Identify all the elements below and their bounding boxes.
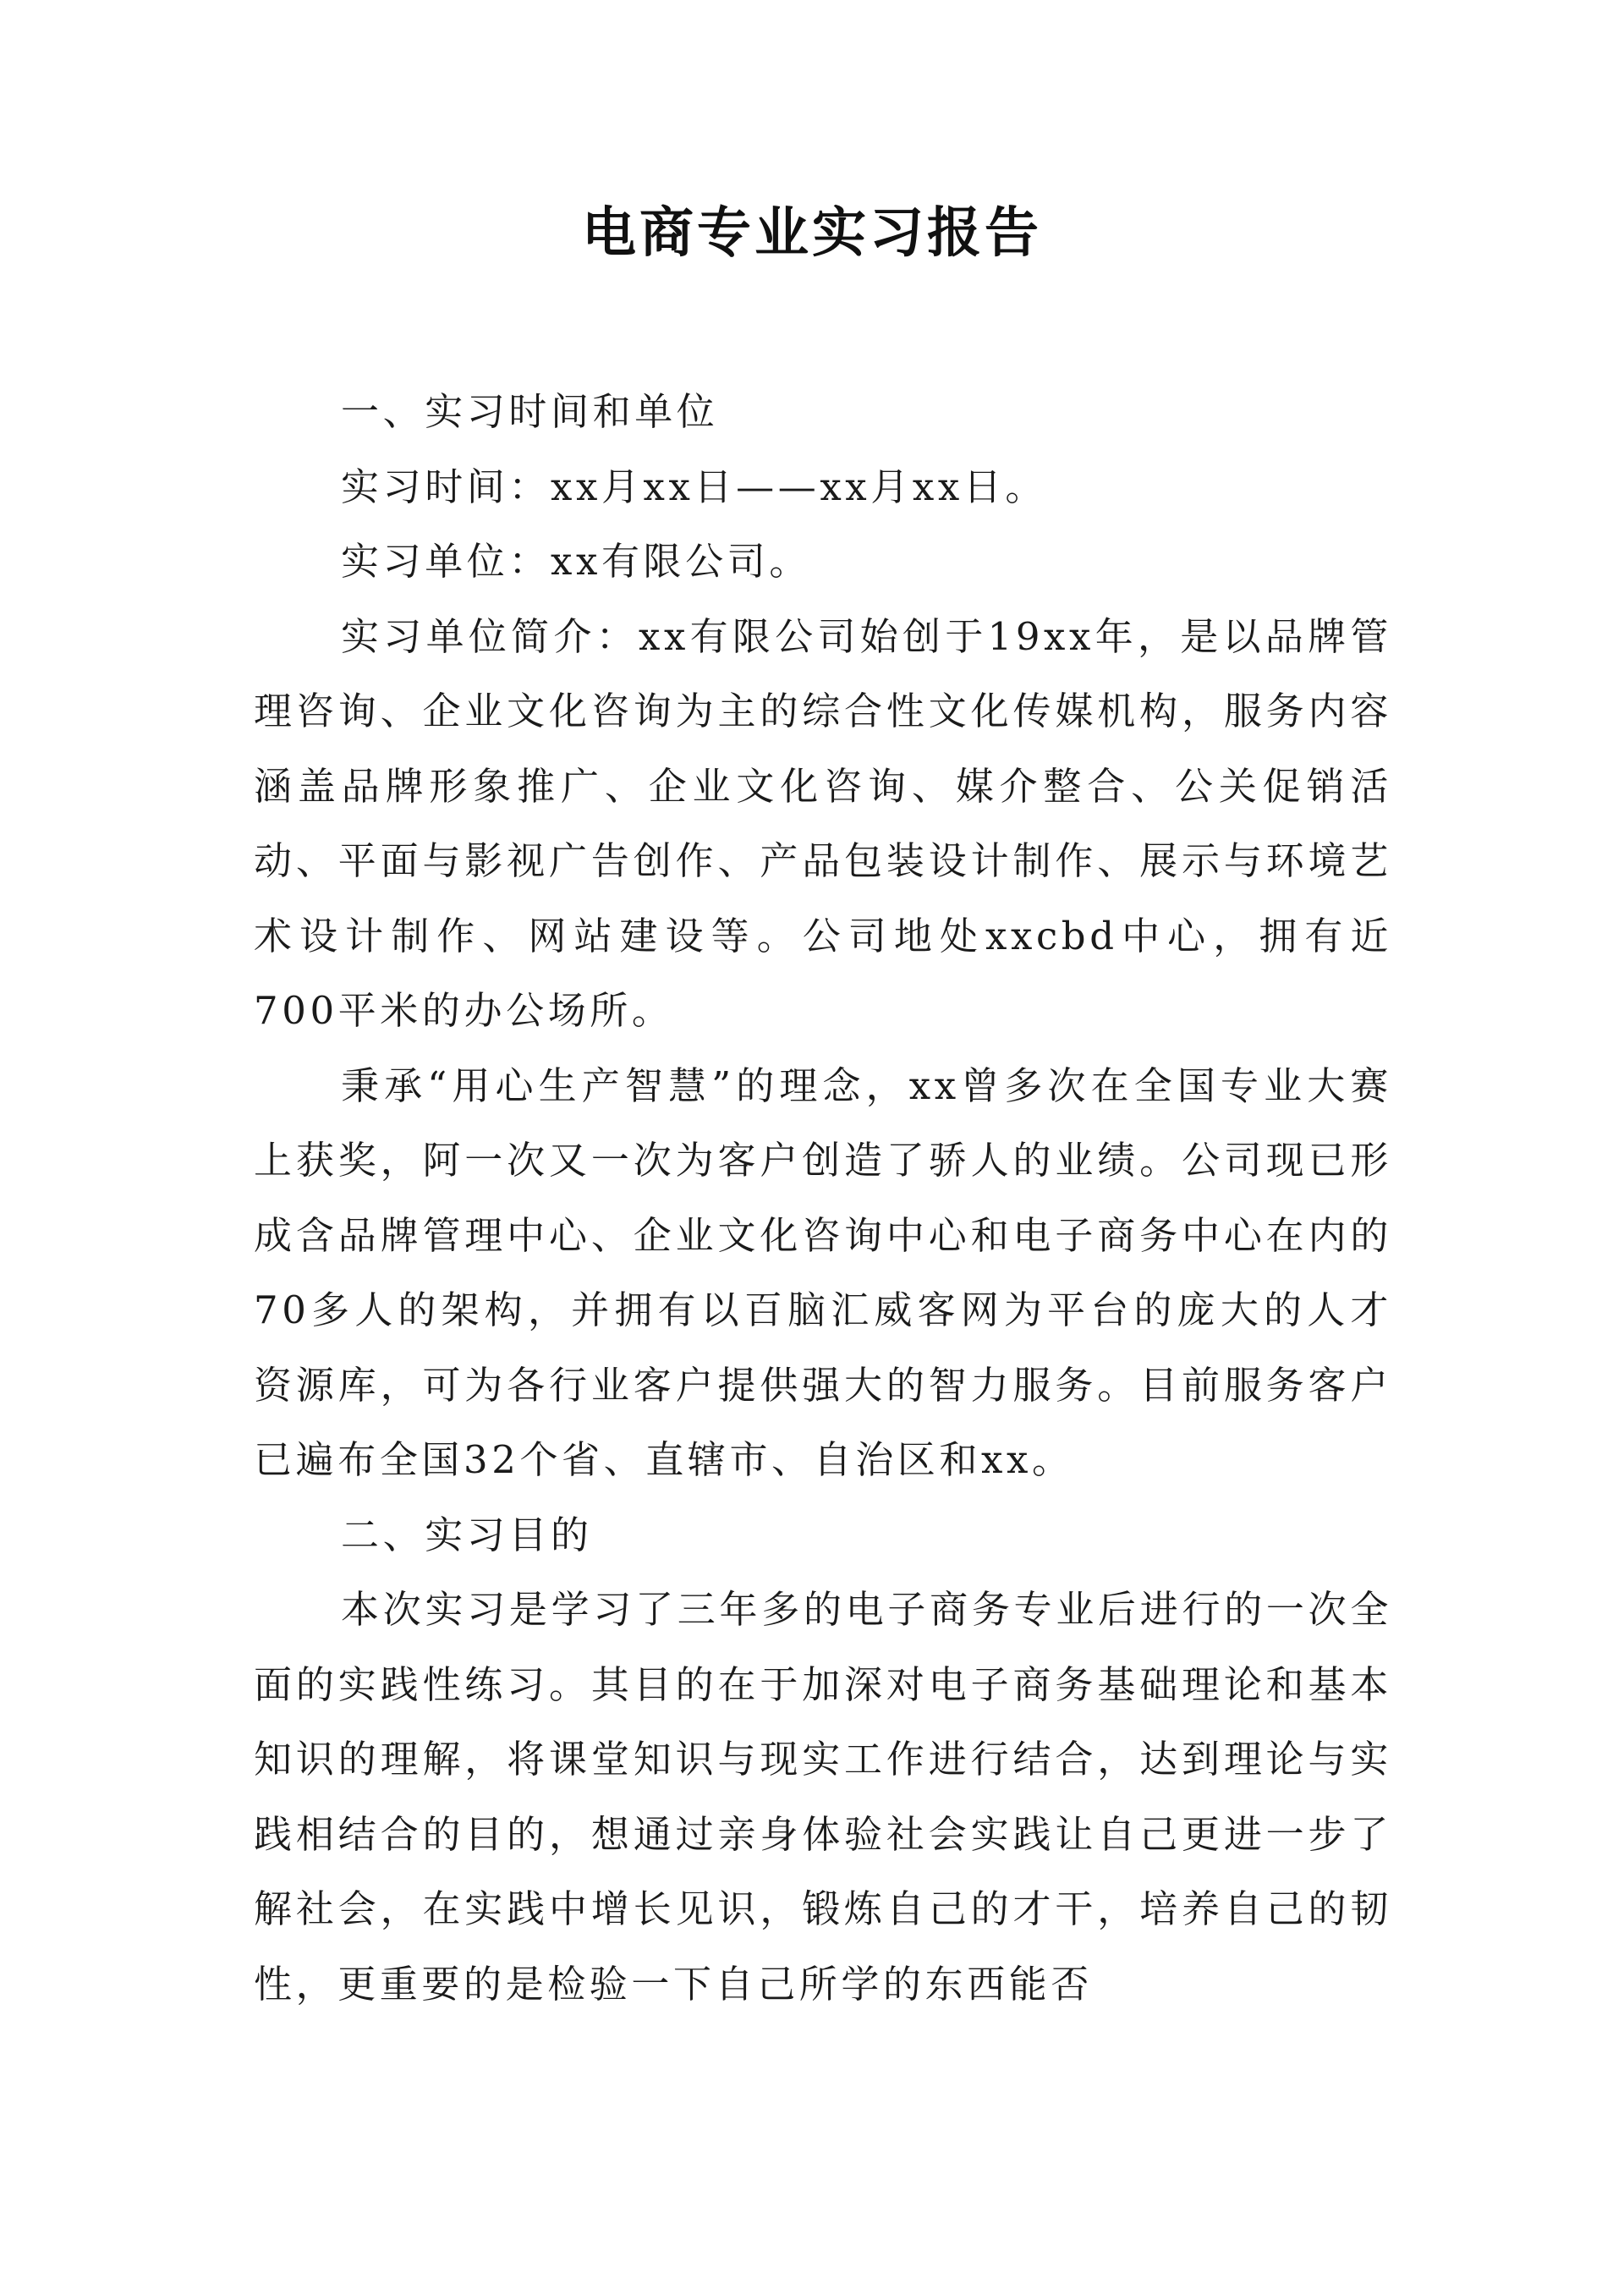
paragraph-internship-purpose: 本次实习是学习了三年多的电子商务专业后进行的一次全面的实践性练习。其目的在于加深对电子商务基础理论和基本知识的理解，将课堂知识与现实工作进行结合，达到理论与实践相结合的目的，想通过亲身体验社会实践让自己更进一步了解社会，在实践中增长见识，锻炼自己的才干，培养自己的韧性，更重要的是检验一下自己所学的东西能否	[254, 1587, 1392, 2007]
document-title: 电商专业实习报告	[582, 201, 1042, 265]
document-body	[254, 375, 1392, 2022]
paragraph-internship-time: 实习时间：xx月xx日——xx月xx日。	[341, 464, 1048, 509]
paragraph-internship-unit: 实习单位：xx有限公司。	[341, 539, 811, 584]
paragraph-company-philosophy: 秉承“用心生产智慧”的理念，xx曾多次在全国专业大赛上获奖，阿一次又一次为客户创造了骄人的业绩。公司现已形成含品牌管理中心、企业文化咨询中心和电子商务中心在内的70多人的架构，并拥有以百脑汇威客网为平台的庞大的人才资源库，可为各行业客户提供强大的智力服务。目前服务客户已遍布全国32个省、直辖市、自治区和xx。	[254, 1062, 1392, 1482]
paragraph-unit-introduction: 实习单位简介：xx有限公司始创于19xx年，是以品牌管理咨询、企业文化咨询为主的综合性文化传媒机构，服务内容涵盖品牌形象推广、企业文化咨询、媒介整合、公关促销活动、平面与影视广告创作、产品包装设计制作、展示与环境艺术设计制作、网站建设等。公司地处xxcbd中心，拥有近700平米的办公场所。	[254, 613, 1392, 1033]
section-heading-purpose: 二、实习目的	[341, 1512, 593, 1557]
section-heading-time-and-unit: 一、实习时间和单位	[341, 389, 719, 434]
